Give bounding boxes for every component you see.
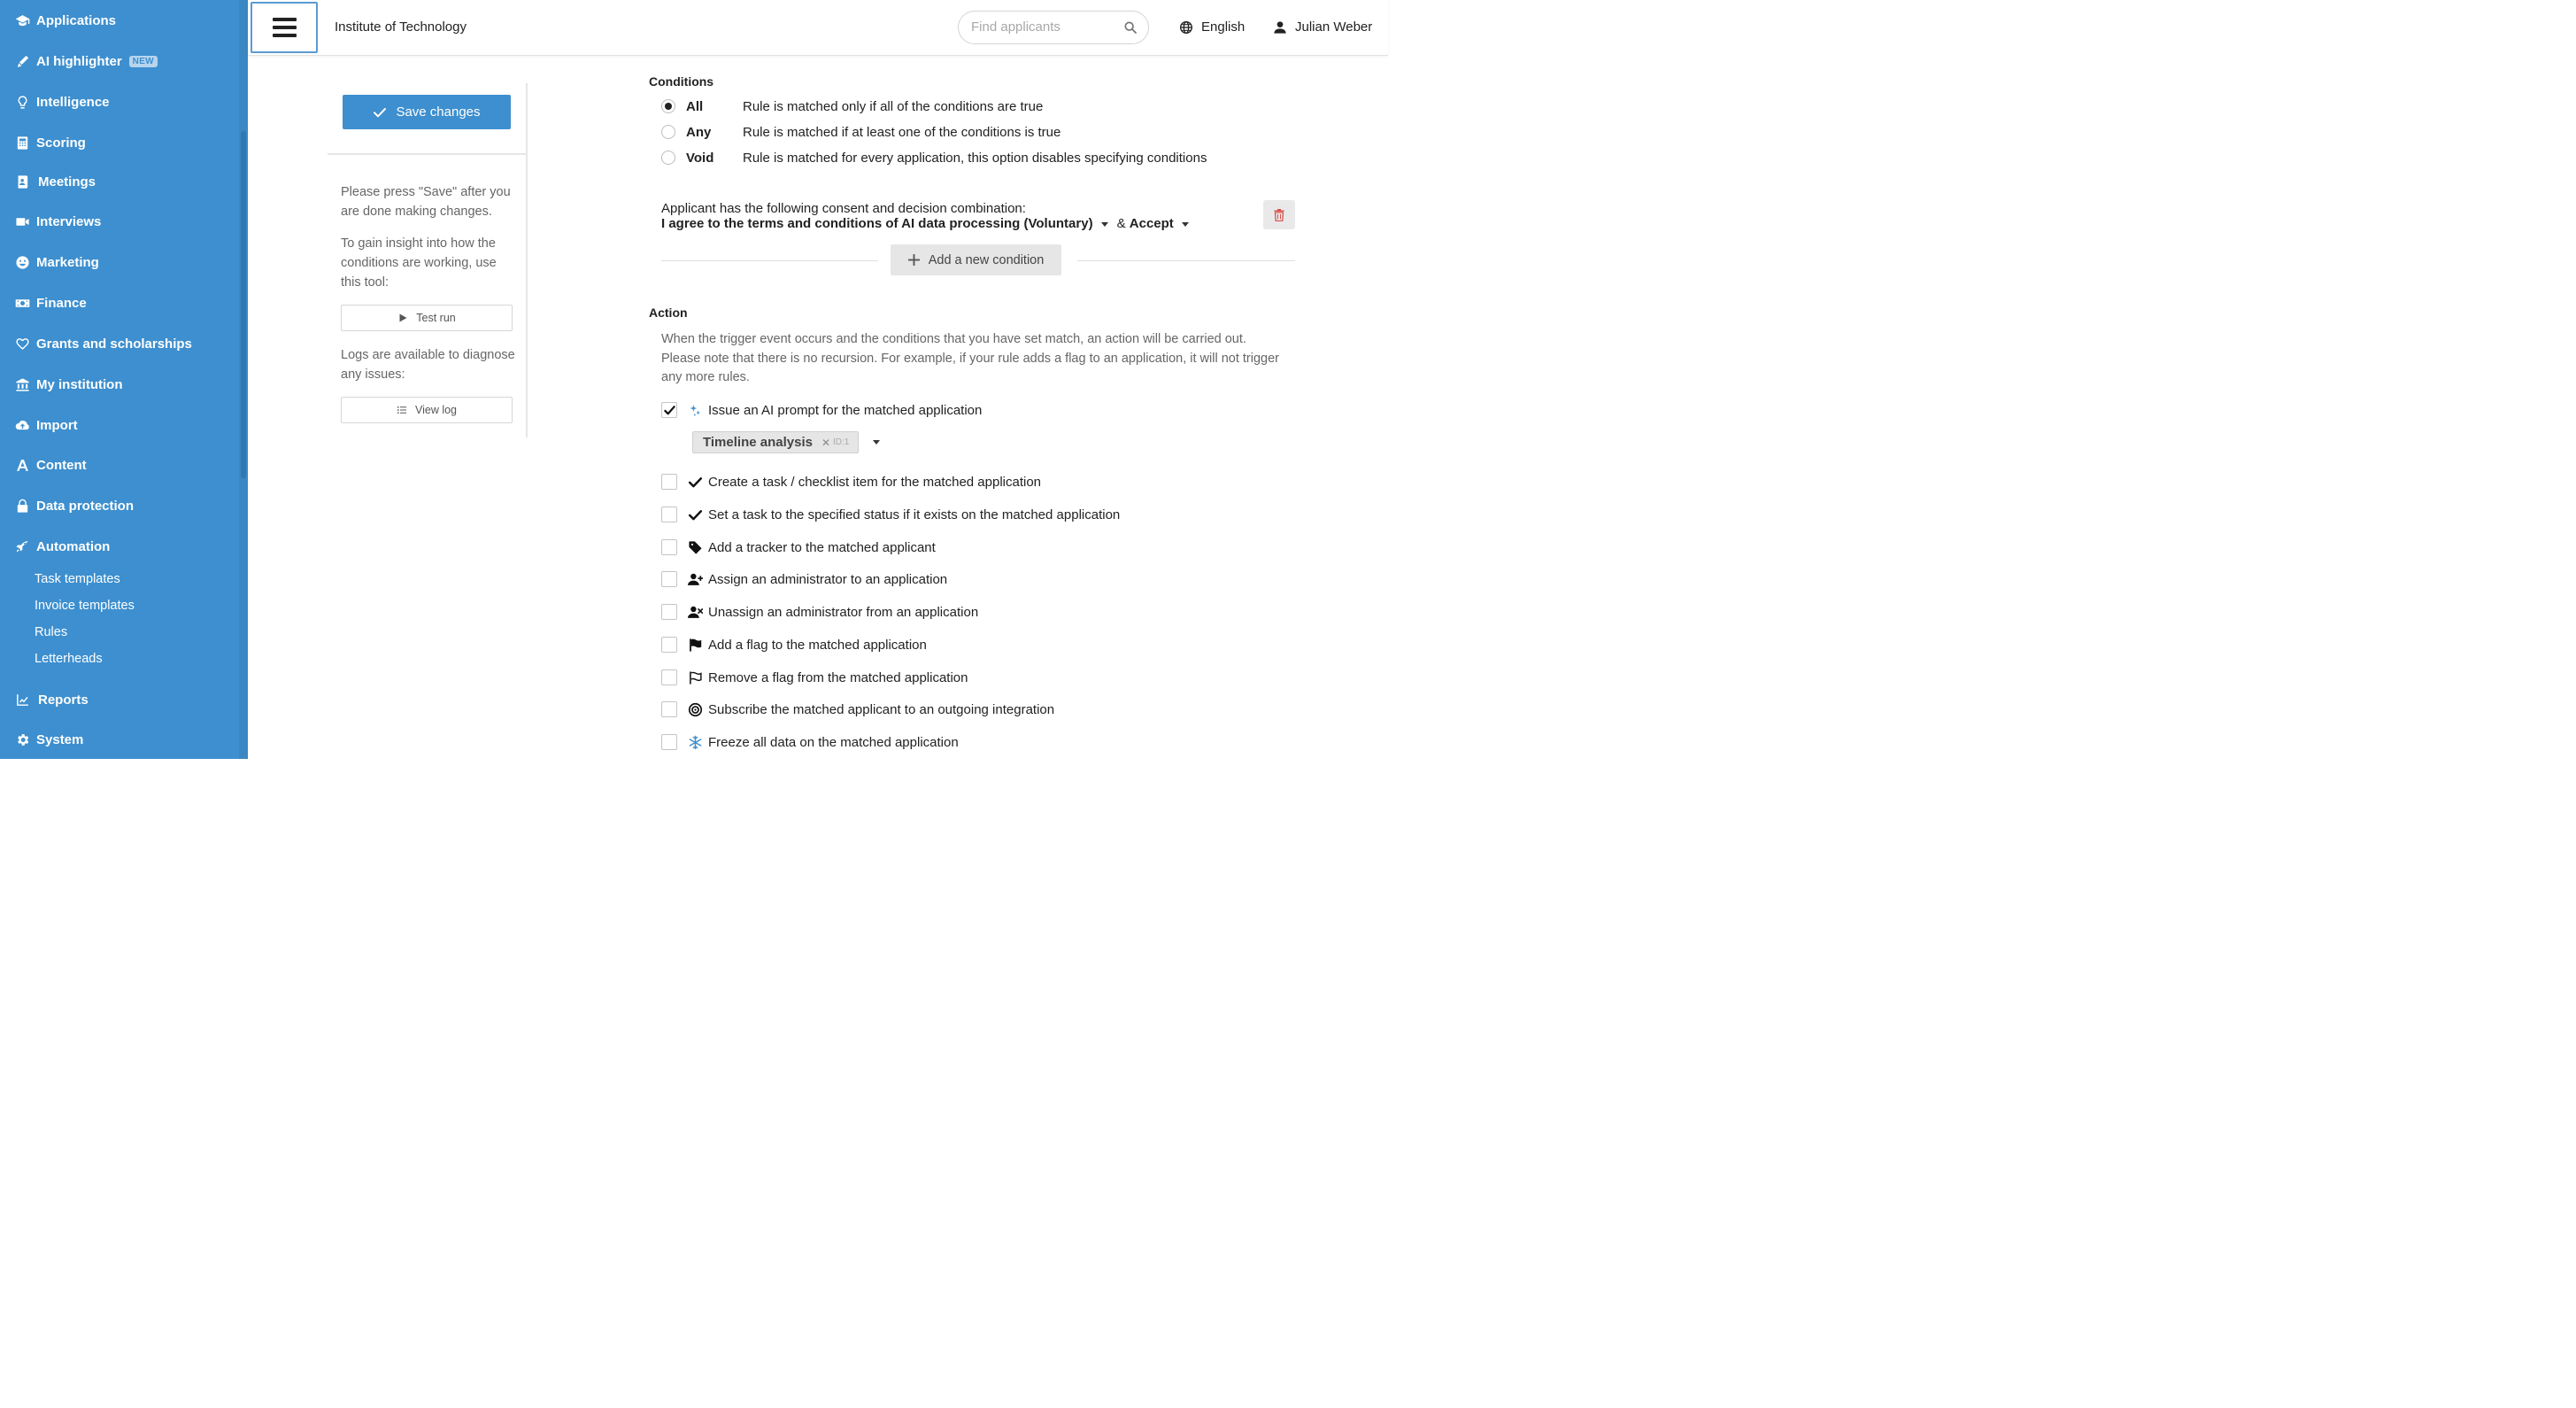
language-label: English: [1201, 19, 1246, 35]
language-selector[interactable]: [1179, 19, 1245, 35]
condition-option-description: Rule is matched only if all of the conditions are true: [743, 98, 1044, 114]
sidebar-item-import[interactable]: [14, 414, 78, 437]
save-changes-button[interactable]: [343, 95, 511, 129]
action-item-label: Add a flag to the matched application: [708, 637, 927, 653]
user-plus-icon: [686, 571, 704, 587]
delete-condition-button[interactable]: [1263, 200, 1295, 229]
sidebar-item-reports[interactable]: [14, 688, 89, 711]
action-item-label: Create a task / checklist item for the matched application: [708, 474, 1042, 490]
action-item-label: Remove a flag from the matched application: [708, 669, 968, 685]
view-log-button[interactable]: [341, 397, 513, 423]
sidebar-item-label: Scoring: [36, 135, 86, 151]
search-icon[interactable]: [1123, 20, 1138, 35]
sidebar-item-my-institution[interactable]: [14, 373, 123, 396]
action-item-add-flag[interactable]: [661, 635, 927, 654]
condition-option-label: All: [686, 98, 704, 114]
action-item-set-task-status[interactable]: [661, 505, 1120, 524]
user-xmark-icon: [686, 604, 704, 620]
condition-option-label: Void: [686, 150, 714, 166]
logs-hint: Logs are available to diagnose any issues:: [341, 348, 515, 382]
sidebar-subitem-letterheads[interactable]: Letterheads: [35, 652, 103, 666]
rocket-icon: [14, 538, 30, 554]
checkmark-icon: [686, 474, 704, 490]
sparkle-icon: [686, 402, 704, 418]
action-checkbox[interactable]: [661, 539, 677, 555]
radio-any[interactable]: [661, 125, 675, 139]
action-checkbox[interactable]: [661, 507, 677, 522]
sidebar-item-intelligence[interactable]: [14, 90, 110, 113]
action-checkbox[interactable]: [661, 669, 677, 685]
sidebar-item-label: Marketing: [36, 254, 99, 270]
action-checkbox[interactable]: [661, 571, 677, 587]
radio-void[interactable]: [661, 151, 675, 165]
globe-icon: [1179, 20, 1193, 35]
play-icon: [397, 313, 408, 323]
user-menu[interactable]: [1273, 19, 1372, 35]
new-badge: NEW: [129, 56, 158, 67]
sidebar-item-label: AI highlighter: [36, 53, 122, 69]
action-checkbox[interactable]: [661, 701, 677, 717]
condition-intro: Applicant has the following consent and decision combination:: [661, 201, 1026, 216]
sidebar-item-label: Meetings: [38, 174, 96, 190]
action-item-subscribe-integration[interactable]: [661, 700, 1054, 719]
flag-solid-icon: [686, 637, 704, 653]
highlighter-icon: [14, 53, 30, 69]
trash-icon: [1274, 209, 1284, 221]
add-condition-label: Add a new condition: [928, 252, 1045, 267]
conditions-title: Conditions: [649, 74, 714, 89]
action-item-label: Set a task to the specified status if it exists on the matched application: [708, 507, 1121, 522]
sidebar-item-label: Intelligence: [36, 94, 110, 110]
top-header: [248, 0, 1388, 56]
sidebar-item-interviews[interactable]: [14, 210, 101, 233]
line-chart-icon: [14, 692, 30, 708]
sidebar-item-label: Content: [36, 457, 87, 473]
action-checkbox[interactable]: [661, 734, 677, 750]
flag-outline-icon: [686, 669, 704, 685]
action-item-label: Issue an AI prompt for the matched application: [708, 402, 983, 418]
action-item-label: Freeze all data on the matched application: [708, 734, 959, 750]
divider: [1077, 260, 1295, 261]
sidebar-item-automation[interactable]: [14, 535, 110, 558]
sidebar-item-grants[interactable]: [14, 332, 192, 355]
lock-icon: [14, 498, 30, 514]
sidebar-item-label: System: [36, 731, 84, 747]
sidebar-item-content[interactable]: [14, 453, 87, 476]
remove-tag-icon[interactable]: ✕: [821, 436, 831, 449]
action-item-ai-prompt[interactable]: [661, 400, 982, 420]
action-item-add-tracker[interactable]: [661, 538, 936, 557]
action-item-unassign-admin[interactable]: [661, 602, 978, 622]
search-box[interactable]: [958, 11, 1149, 44]
action-checkbox[interactable]: [661, 474, 677, 490]
action-item-label: Assign an administrator to an application: [708, 571, 948, 587]
tool-panel: [328, 83, 528, 437]
sidebar-subitem-rules[interactable]: Rules: [35, 625, 68, 639]
condition-option-any[interactable]: [661, 123, 1060, 141]
check-mark-icon: [664, 405, 675, 416]
sidebar-item-system[interactable]: [14, 728, 83, 751]
sidebar-item-applications[interactable]: [14, 9, 116, 32]
action-item-create-task[interactable]: [661, 472, 1041, 491]
list-icon: [397, 405, 407, 415]
condition-joiner: &: [1116, 216, 1126, 231]
test-run-button[interactable]: [341, 305, 513, 331]
ai-prompt-select[interactable]: [692, 431, 880, 453]
consent-select[interactable]: I agree to the terms and conditions of AI data processing (Voluntary): [661, 216, 1093, 231]
cloud-upload-icon: [14, 417, 30, 433]
money-bill-icon: [14, 295, 30, 311]
sidebar-item-ai-highlighter[interactable]: [14, 50, 158, 73]
menu-toggle-button[interactable]: [251, 2, 318, 53]
sidebar-item-label: Reports: [38, 692, 89, 708]
sidebar-item-label: Import: [36, 417, 78, 433]
institution-icon: [14, 376, 30, 392]
save-changes-label: Save changes: [396, 104, 481, 120]
save-hint: Please press "Save" after you are done making changes.: [341, 185, 511, 219]
sidebar-item-data-protection[interactable]: [14, 494, 134, 517]
sidebar-item-label: Data protection: [36, 498, 135, 514]
action-checkbox[interactable]: [661, 637, 677, 653]
lightbulb-icon: [14, 94, 30, 110]
sidebar-item-label: Grants and scholarships: [36, 336, 192, 352]
action-item-remove-flag[interactable]: [661, 668, 968, 687]
divider: [661, 260, 878, 261]
smiley-icon: [14, 254, 30, 270]
action-checkbox[interactable]: [661, 402, 677, 418]
condition-option-description: Rule is matched for every application, this option disables specifying conditions: [743, 150, 1207, 166]
condition-option-description: Rule is matched if at least one of the conditions is true: [743, 124, 1061, 140]
insight-hint: To gain insight into how the conditions are working, use this tool:: [341, 236, 497, 290]
action-item-assign-admin[interactable]: [661, 569, 947, 589]
heart-icon: [14, 336, 30, 352]
action-item-label: Add a tracker to the matched applicant: [708, 539, 936, 555]
video-camera-icon: [14, 213, 30, 229]
chevron-down-icon[interactable]: [873, 440, 880, 445]
radio-all[interactable]: [661, 99, 675, 113]
gear-icon: [14, 731, 30, 747]
test-run-label: Test run: [416, 312, 456, 324]
calculator-icon: [14, 135, 30, 151]
action-description: When the trigger event occurs and the conditions that you have set match, an action will be carried out. Please note that there is no recursion. For example, if your rule adds a flag to an application, it will not trigger any more rules.: [661, 332, 1279, 384]
condition-option-void[interactable]: [661, 149, 1207, 166]
checkmark-icon: [373, 105, 387, 120]
action-checkbox[interactable]: [661, 604, 677, 620]
prompt-id: ID:1: [833, 437, 850, 447]
sidebar-item-label: Interviews: [36, 213, 102, 229]
add-condition-button[interactable]: [891, 244, 1061, 275]
action-title: Action: [649, 306, 688, 320]
sidebar-item-marketing[interactable]: [14, 251, 99, 274]
action-item-freeze-data[interactable]: [661, 732, 959, 752]
sidebar-item-finance[interactable]: [14, 291, 87, 314]
divider: [328, 153, 526, 155]
sidebar-scrollbar[interactable]: [239, 0, 248, 759]
selected-prompt-label: Timeline analysis: [703, 435, 813, 450]
plus-icon: [908, 254, 920, 266]
action-item-label: Subscribe the matched applicant to an outgoing integration: [708, 701, 1055, 717]
search-input[interactable]: [971, 19, 1117, 35]
sidebar-item-scoring[interactable]: [14, 131, 86, 154]
sidebar-item-label: Finance: [36, 295, 87, 311]
sidebar-scrollbar-thumb[interactable]: [241, 131, 246, 478]
institution-name: Institute of Technology: [335, 19, 467, 35]
tag-icon: [686, 539, 704, 555]
selected-prompt-tag: [692, 431, 859, 453]
contact-book-icon: [14, 174, 30, 190]
view-log-label: View log: [414, 404, 458, 416]
snowflake-icon: [686, 734, 704, 750]
consent-dropdown-icon[interactable]: [1101, 222, 1108, 227]
graduation-cap-icon: [14, 12, 30, 28]
hamburger-icon: [273, 18, 297, 37]
sidebar-subitem-task-templates[interactable]: Task templates: [35, 572, 120, 586]
sidebar: [0, 0, 248, 759]
target-icon: [686, 701, 704, 717]
decision-dropdown-icon[interactable]: [1182, 222, 1189, 227]
condition-option-all[interactable]: [661, 97, 1043, 115]
checkmark-icon: [686, 507, 704, 522]
sidebar-item-meetings[interactable]: [14, 170, 96, 193]
decision-select[interactable]: Accept: [1129, 216, 1174, 231]
action-item-label: Unassign an administrator from an application: [708, 604, 979, 620]
sidebar-item-label: Automation: [36, 538, 111, 554]
sidebar-subitem-invoice-templates[interactable]: Invoice templates: [35, 599, 135, 613]
condition-option-label: Any: [686, 124, 712, 140]
user-name: Julian Weber: [1295, 19, 1373, 35]
sidebar-item-label: Applications: [36, 12, 117, 28]
user-icon: [1273, 20, 1287, 35]
condition-combination: [661, 216, 1198, 231]
font-letter-icon: [14, 457, 30, 473]
sidebar-item-label: My institution: [36, 376, 123, 392]
